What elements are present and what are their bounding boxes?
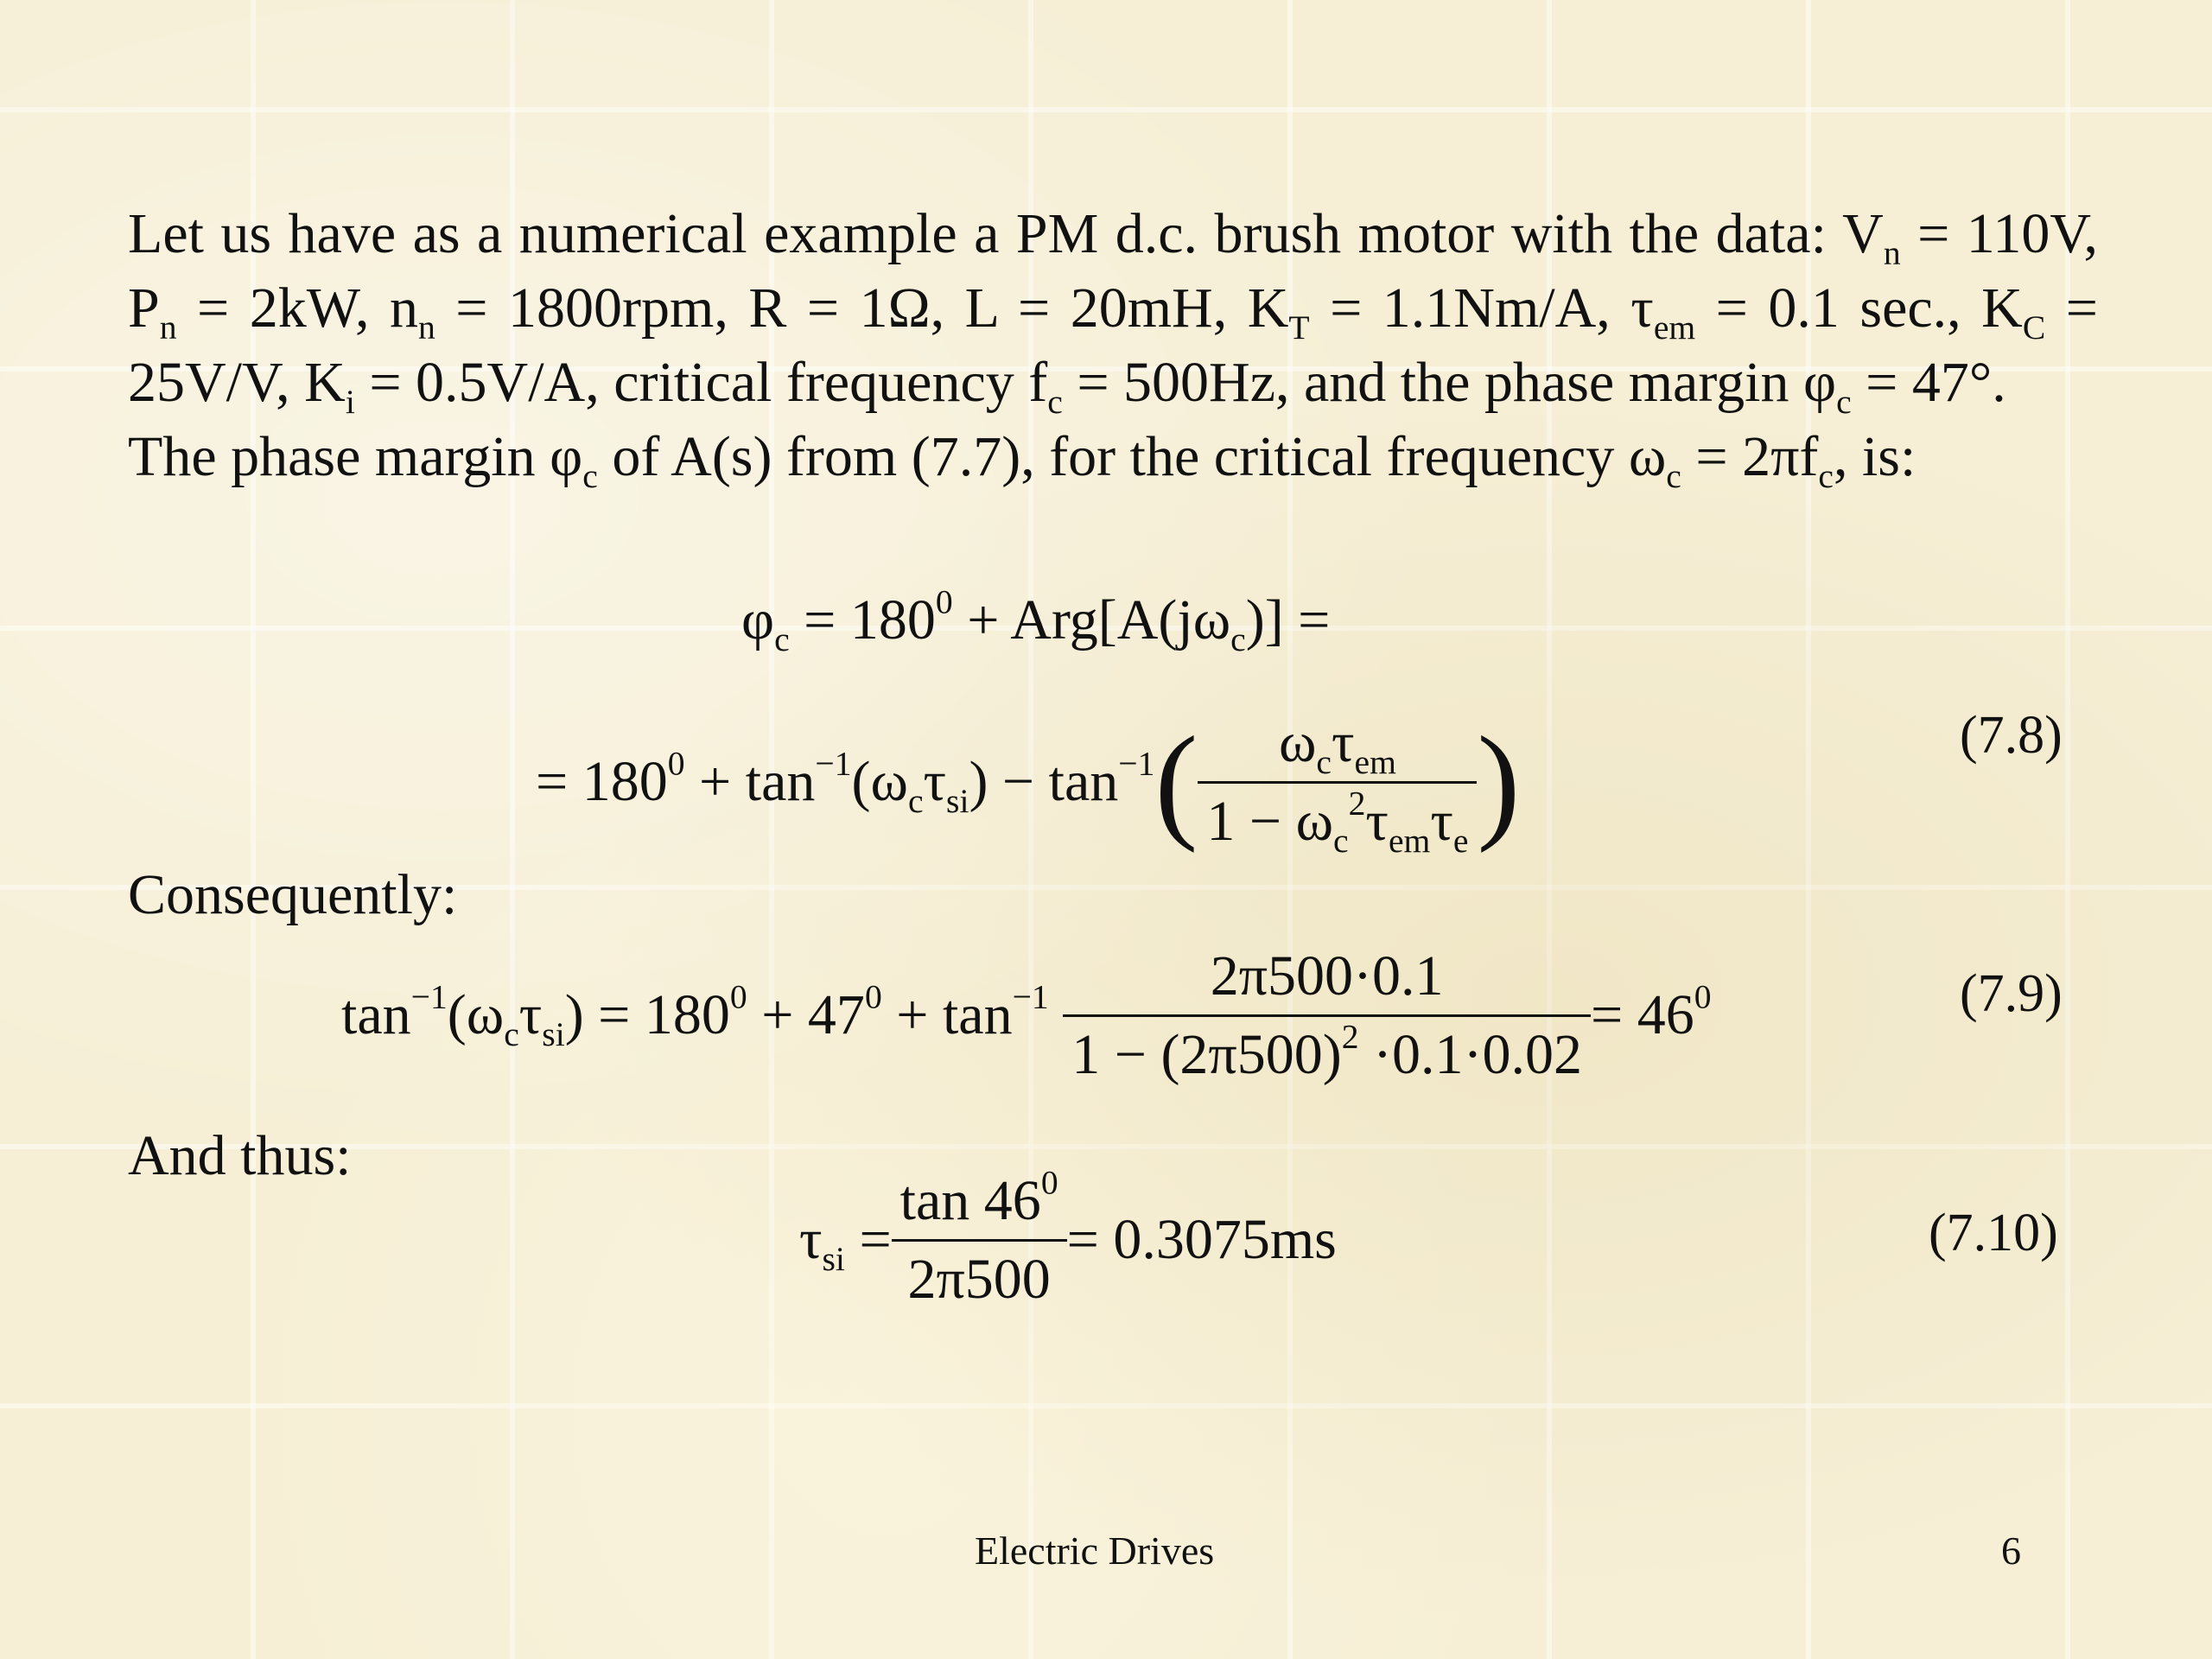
consequently-label: Consequently: [128,863,458,926]
fraction: $\frac{\omega_c\tau_{em}}{1 - \omega_c^2\tau_{em}\tau_e}$ [1198,710,1477,855]
equation-7-9: $\tan^{-1}(\omega_c\tau_{si}) = 180^0 + 47^0 + \tan^{-1}$ $\frac{2\pi 500\cdot 0.1}{1 - (2\pi 500)^2 \cdot 0.1\cdot 0.02}$ = $46^0$ [341,944,1712,1086]
right-paren: ) [1477,710,1521,854]
equation-number-7-10: (7.10) [1929,1204,2058,1262]
subscript: i [345,382,355,421]
intro-text: = 1.1Nm/A, τ [1309,276,1654,340]
phase-text: = 2πf [1681,425,1819,488]
footer-title: Electric Drives [975,1529,1215,1573]
intro-text: Let us have as a numerical example a PM d.c. brush motor with the data: V [128,202,1884,265]
intro-text: = 0.5V/A, critical frequency f [354,351,1048,414]
phase-text: of A(s) from (7.7), for the critical frequency ω [597,425,1667,488]
equation-number-7-8: (7.8) [1960,706,2063,765]
intro-text: = 25V/V, K [128,276,2098,414]
fraction: $\frac{\tan 46^0}{2\pi 500}$ [892,1168,1067,1313]
subscript: c [582,456,598,495]
intro-text: = 1800rpm, R = 1Ω, L = 20mH, K [435,276,1289,340]
intro-text: = 2kW, n [176,276,418,340]
page-number: 6 [2001,1529,2021,1573]
equation-7-8-line1: $\varphi_c = 180^0 + Arg[A(j\omega_c)]$ = [741,582,1331,658]
subscript: C [2022,308,2046,346]
subscript: n [1883,233,1901,272]
intro-text: = 500Hz, and the phase margin φ [1062,351,1837,414]
and-thus-label: And thus: [128,1124,352,1187]
subscript: c [1666,456,1681,495]
fraction: $\frac{2\pi 500\cdot 0.1}{1 - (2\pi 500)^2 \cdot 0.1\cdot 0.02}$ [1063,944,1591,1088]
equation-7-10: $\tau_{si}$ = $\frac{\tan 46^0}{2\pi 500}$ = 0.3075ms [799,1162,1337,1311]
equation-7-8-line2: = $180^0 + \tan^{-1}(\omega_c\tau_{si}) - \tan^{-1}$ ( $\frac{\omega_c\tau_{em}}{1 - \omega_c^2\tau_{em}\tau_e}$ ) [536,710,1521,860]
intro-text: = 110V, P [128,202,2098,340]
subscript: n [417,308,435,346]
subscript: n [159,308,177,346]
subscript: c [1836,382,1852,421]
phase-text: , is: [1833,425,1916,488]
intro-text: = 47°. [1851,351,2006,414]
equation-number-7-9: (7.9) [1960,964,2063,1023]
subscript: em [1653,308,1696,346]
subscript: c [1818,456,1834,495]
intro-paragraph [128,197,2098,420]
intro-text: = 0.1 sec., K [1695,276,2023,340]
phase-text: The phase margin φ [128,425,583,488]
phase-margin-line [128,420,2098,494]
subscript: T [1288,308,1310,346]
left-paren: ( [1154,710,1198,854]
body-text [128,197,2098,494]
subscript: c [1047,382,1063,421]
